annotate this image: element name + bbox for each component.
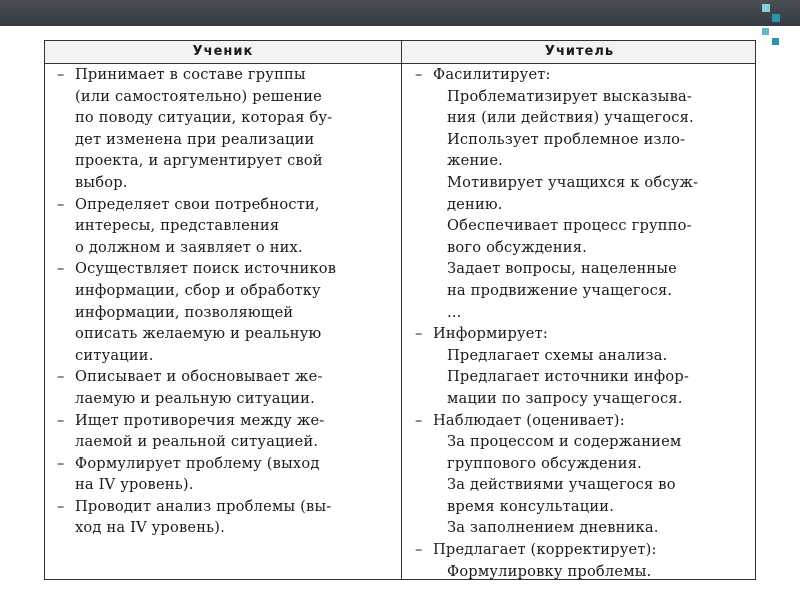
corner-decoration xyxy=(762,4,782,48)
deco-square xyxy=(762,4,770,12)
student-line-text: ход на IV уровень). xyxy=(75,519,226,537)
student-line xyxy=(57,258,397,280)
student-line-text: Формулирует проблему (выход xyxy=(75,454,320,472)
student-line xyxy=(57,172,397,194)
teacher-line-text: Информирует: xyxy=(433,325,549,343)
student-line xyxy=(57,107,397,129)
student-line-text: по поводу ситуации, которая бу- xyxy=(75,109,333,127)
teacher-line-text: Фасилитирует: xyxy=(433,66,551,83)
teacher-column xyxy=(415,64,751,582)
dash-marker: – xyxy=(415,541,423,559)
teacher-line-text: Формулировку проблемы. xyxy=(447,562,652,580)
teacher-line xyxy=(415,388,751,410)
student-line xyxy=(57,86,397,108)
student-line xyxy=(57,388,397,410)
teacher-line xyxy=(415,172,751,194)
teacher-line xyxy=(415,258,751,280)
student-line-text: информации, сбор и обработку xyxy=(75,281,321,299)
student-line-text: выбор. xyxy=(75,173,128,191)
column-separator xyxy=(401,41,402,579)
teacher-line xyxy=(415,366,751,388)
teacher-line-text: группового обсуждения. xyxy=(447,454,642,472)
student-line xyxy=(57,345,397,367)
student-line-text: на IV уровень). xyxy=(75,476,194,494)
teacher-line-text: Проблематизирует высказыва- xyxy=(447,87,693,105)
student-line-text: Ищет противоречия между же- xyxy=(75,411,325,429)
dash-marker: – xyxy=(57,66,65,83)
student-line xyxy=(57,474,397,496)
teacher-line-text: дению. xyxy=(447,195,503,213)
dash-marker: – xyxy=(415,411,423,429)
deco-square xyxy=(772,38,779,45)
slide-top-bar xyxy=(0,0,800,26)
teacher-line xyxy=(415,86,751,108)
teacher-line xyxy=(415,150,751,172)
student-line-text: (или самостоятельно) решение xyxy=(75,87,322,105)
dash-marker: – xyxy=(57,411,65,429)
teacher-line xyxy=(415,345,751,367)
teacher-line-text: Мотивирует учащихся к обсуж- xyxy=(447,173,699,191)
teacher-line xyxy=(415,194,751,216)
teacher-line xyxy=(415,237,751,259)
student-line-text: Осуществляет поиск источников xyxy=(75,260,337,278)
dash-marker: – xyxy=(57,454,65,472)
teacher-line-text: Использует проблемное изло- xyxy=(447,130,686,148)
teacher-line-text: вого обсуждения. xyxy=(447,238,587,256)
teacher-line-text: За процессом и содержанием xyxy=(447,433,682,451)
student-line xyxy=(57,237,397,259)
student-line xyxy=(57,453,397,475)
student-line-text: интересы, представления xyxy=(75,217,280,235)
student-column xyxy=(57,64,397,539)
teacher-line xyxy=(415,496,751,518)
teacher-line xyxy=(415,517,751,539)
teacher-line xyxy=(415,431,751,453)
student-line-text: ситуации. xyxy=(75,346,154,364)
teacher-line xyxy=(415,474,751,496)
teacher-line-text: жение. xyxy=(447,152,503,170)
teacher-line xyxy=(415,280,751,302)
teacher-line xyxy=(415,539,751,561)
teacher-line-text: За действиями учащегося во xyxy=(447,476,676,494)
teacher-line xyxy=(415,410,751,432)
student-line xyxy=(57,431,397,453)
student-line xyxy=(57,410,397,432)
teacher-line xyxy=(415,64,751,86)
header-student: Ученик xyxy=(192,44,254,59)
teacher-line-text: Предлагает схемы анализа. xyxy=(447,346,668,364)
teacher-line-text: Задает вопросы, нацеленные xyxy=(447,260,678,278)
student-line-text: Определяет свои потребности, xyxy=(75,195,320,213)
student-line-text: Принимает в составе группы xyxy=(75,66,306,83)
teacher-line-text: время консультации. xyxy=(447,497,615,515)
student-line-text: лаемую и реальную ситуации. xyxy=(75,389,315,407)
student-line-text: Описывает и обосновывает же- xyxy=(75,368,323,386)
student-line xyxy=(57,323,397,345)
teacher-line xyxy=(415,107,751,129)
student-line xyxy=(57,517,397,539)
teacher-line-text: на продвижение учащегося. xyxy=(447,281,673,299)
comparison-table xyxy=(44,40,756,580)
deco-square xyxy=(772,14,780,22)
teacher-line-text: Предлагает (корректирует): xyxy=(433,541,657,559)
deco-square xyxy=(762,28,769,35)
dash-marker: – xyxy=(57,497,65,515)
student-line xyxy=(57,280,397,302)
student-line-text: лаемой и реальной ситуацией. xyxy=(75,433,319,451)
teacher-line xyxy=(415,215,751,237)
dash-marker: – xyxy=(415,66,423,83)
teacher-line-text: мации по запросу учащегося. xyxy=(447,389,683,407)
student-line xyxy=(57,215,397,237)
teacher-line xyxy=(415,323,751,345)
student-line xyxy=(57,496,397,518)
student-line xyxy=(57,129,397,151)
dash-marker: – xyxy=(57,368,65,386)
header-teacher: Учитель xyxy=(544,44,615,59)
teacher-line-text: Предлагает источники инфор- xyxy=(447,368,690,386)
teacher-line xyxy=(415,129,751,151)
dash-marker: – xyxy=(415,325,423,343)
table-header-row xyxy=(45,41,755,64)
teacher-line-text: ... xyxy=(447,303,462,321)
student-line-text: описать желаемую и реальную xyxy=(75,325,322,343)
student-line-text: дет изменена при реализации xyxy=(75,130,315,148)
teacher-line xyxy=(415,453,751,475)
student-line-text: проекта, и аргументирует свой xyxy=(75,152,323,170)
student-line-text: информации, позволяющей xyxy=(75,303,294,321)
teacher-line-text: Обеспечивает процесс группо- xyxy=(447,217,692,235)
teacher-line-text: ния (или действия) учащегося. xyxy=(447,109,694,127)
teacher-line xyxy=(415,561,751,583)
student-line-text: о должном и заявляет о них. xyxy=(75,238,303,256)
teacher-line xyxy=(415,302,751,324)
student-line xyxy=(57,194,397,216)
dash-marker: – xyxy=(57,260,65,278)
student-line xyxy=(57,302,397,324)
teacher-line-text: Наблюдает (оценивает): xyxy=(433,411,625,429)
student-line xyxy=(57,64,397,86)
student-line-text: Проводит анализ проблемы (вы- xyxy=(75,497,332,515)
student-line xyxy=(57,150,397,172)
dash-marker: – xyxy=(57,195,65,213)
teacher-line-text: За заполнением дневника. xyxy=(447,519,659,537)
student-line xyxy=(57,366,397,388)
